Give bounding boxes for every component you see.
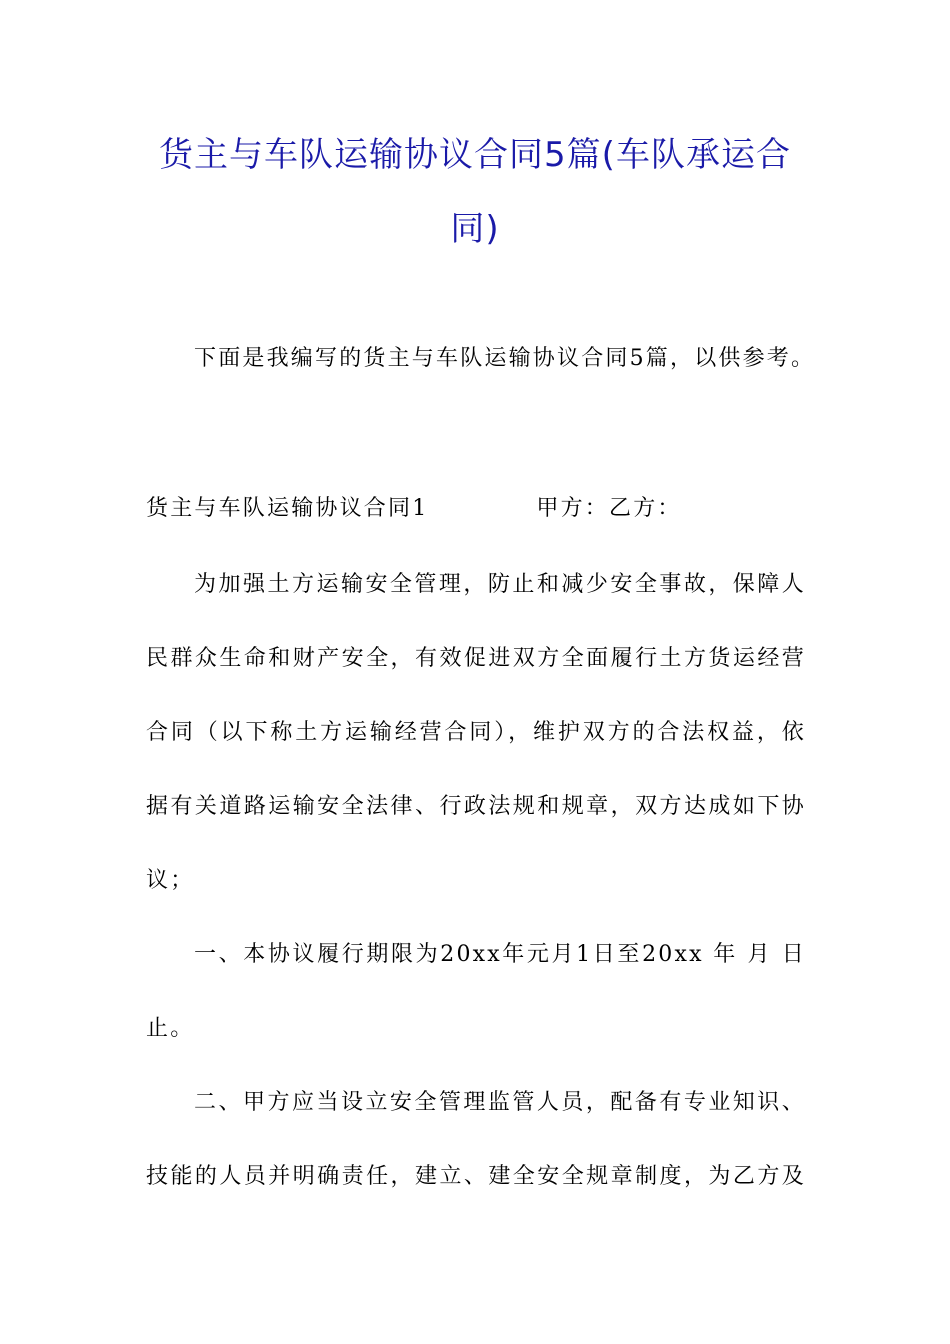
intro-text: 下面是我编写的货主与车队运输协议合同5篇，以供参考。: [194, 346, 816, 371]
section-heading-line: [146, 472, 806, 546]
section-heading: 货主与车队运输协议合同1: [146, 496, 429, 521]
title-line-1: 货主与车队运输协议合同5篇(车队承运合: [159, 135, 791, 175]
intro-paragraph: [146, 322, 816, 396]
paragraph-3-line-1: 二、甲方应当设立安全管理监管人员，配备有专业知识、: [194, 1090, 806, 1115]
paragraph-1-line-2: 民群众生命和财产安全，有效促进双方全面履行土方货运经营: [146, 646, 806, 671]
paragraph-3-line-2: 技能的人员并明确责任，建立、建全安全规章制度，为乙方及: [146, 1164, 806, 1189]
section-heading-row: [146, 472, 806, 546]
paragraph-1-line-3: 合同（以下称土方运输经营合同），维护双方的合法权益，依: [146, 720, 806, 745]
paragraph-2-line-2: 止。: [146, 1016, 195, 1041]
paragraph-2-line-1: 一、本协议履行期限为20xx年元月1日至20xx 年 月 日: [194, 942, 806, 967]
document-title: [140, 118, 810, 266]
title-line-2: 同): [450, 209, 500, 249]
paragraph-1-line-5: 议；: [146, 868, 195, 893]
parties-label: 甲方：乙方：: [536, 496, 682, 521]
paragraph-1-line-4: 据有关道路运输安全法律、行政法规和规章，双方达成如下协: [146, 794, 806, 819]
contract-body: [146, 548, 806, 1214]
paragraph-1-line-1: 为加强土方运输安全管理，防止和减少安全事故，保障人: [194, 572, 806, 597]
